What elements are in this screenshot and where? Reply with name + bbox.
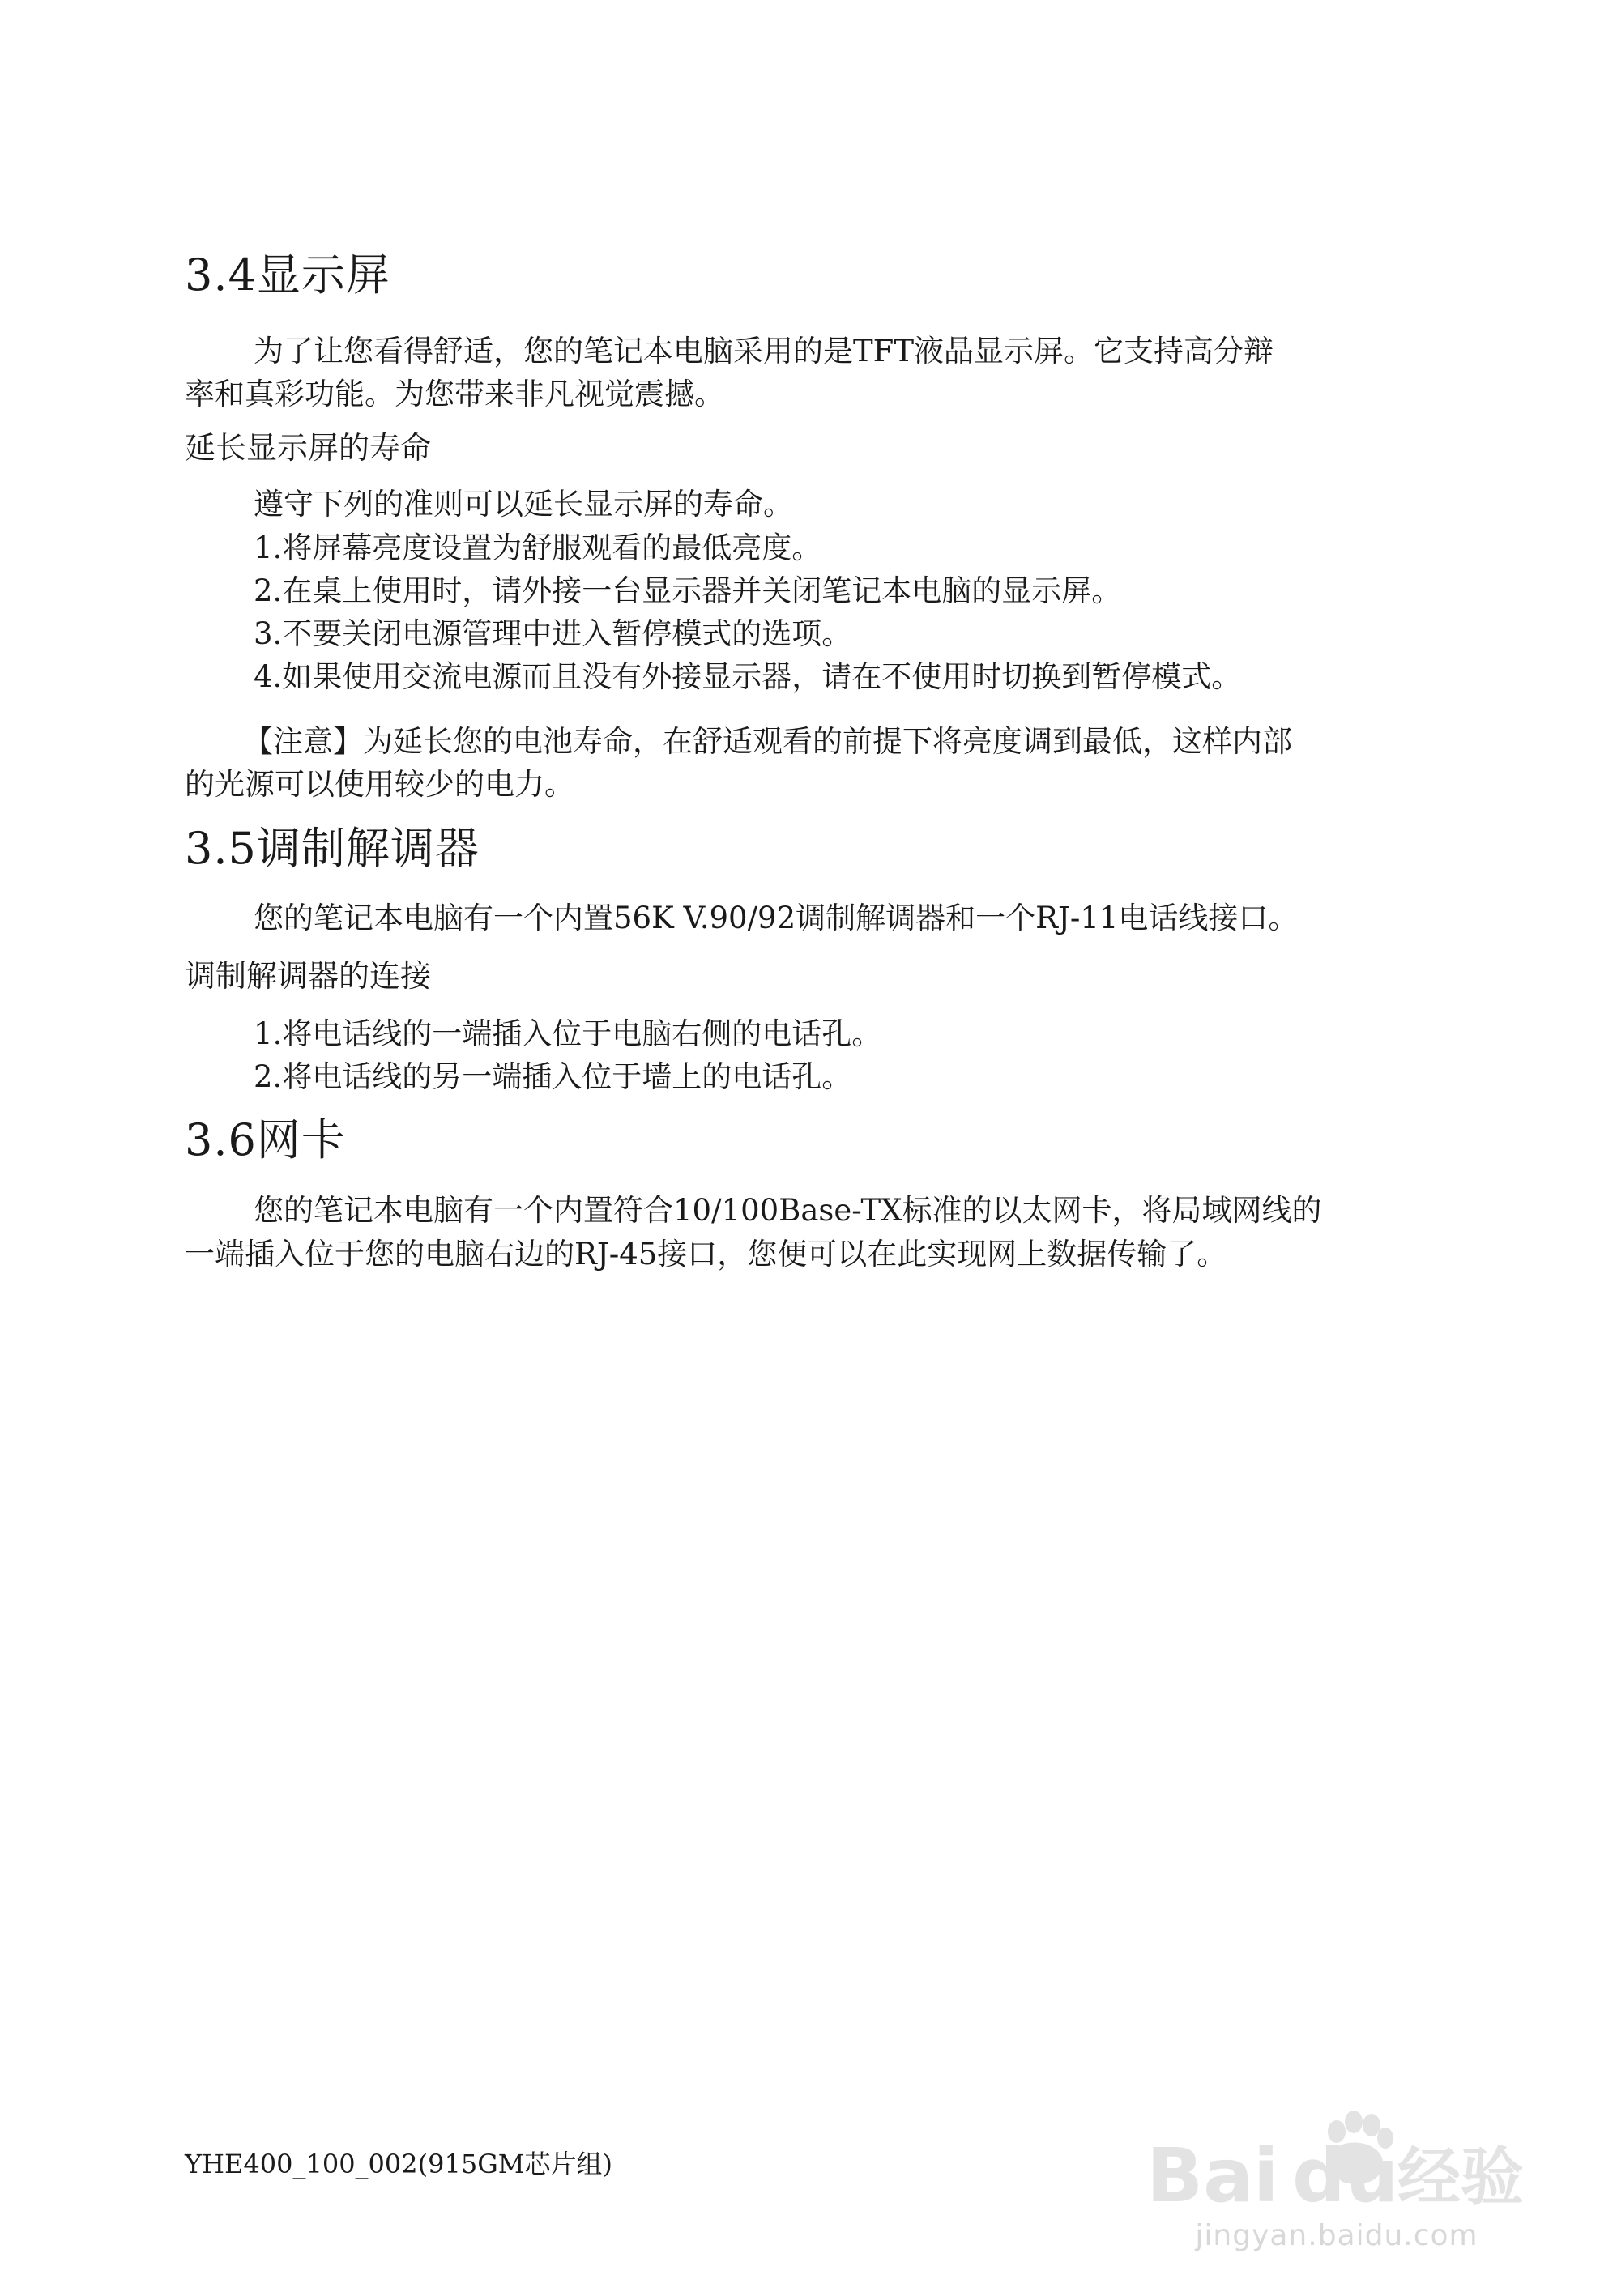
watermark-site: jingyan.baidu.com	[1195, 2219, 1478, 2252]
section-3-4-note-line2: 的光源可以使用较少的电力。	[185, 767, 574, 802]
list-item: 4.如果使用交流电源而且没有外接显示器，请在不使用时切换到暂停模式。	[254, 659, 1242, 694]
svg-text:经验: 经验	[1397, 2141, 1525, 2214]
baidu-jingyan-watermark	[1146, 2098, 1527, 2276]
list-item: 3.不要关闭电源管理中进入暂停模式的选项。	[254, 616, 852, 651]
section-3-5-intro: 您的笔记本电脑有一个内置56K V.90/92调制解调器和一个RJ-11电话线接口。	[254, 901, 1299, 935]
svg-text:Ba: Ba	[1146, 2132, 1254, 2219]
list-item: 1.将电话线的一端插入位于电脑右侧的电话孔。	[254, 1016, 882, 1051]
section-3-4-intro-line2: 率和真彩功能。为您带来非凡视觉震撼。	[185, 377, 724, 411]
footer-model: YHE400_100_002(915GM芯片组)	[185, 2149, 613, 2179]
list-item: 2.在桌上使用时，请外接一台显示器并关闭笔记本电脑的显示屏。	[254, 573, 1122, 608]
list-item: 2.将电话线的另一端插入位于墙上的电话孔。	[254, 1059, 852, 1094]
section-3-6-line1: 您的笔记本电脑有一个内置符合10/100Base-TX标准的以太网卡，将局域网线的	[254, 1193, 1322, 1228]
section-3-6-line2: 一端插入位于您的电脑右边的RJ-45接口，您便可以在此实现网上数据传输了。	[185, 1237, 1227, 1272]
section-3-4-title: 3.4显示屏	[185, 249, 390, 300]
baidu-paw-logo-icon	[1146, 2098, 1527, 2219]
section-3-4-subtitle: 延长显示屏的寿命	[185, 430, 432, 466]
svg-text:i: i	[1253, 2132, 1279, 2219]
section-3-4-lead: 遵守下列的准则可以延长显示屏的寿命。	[254, 487, 793, 522]
section-3-4-note-line1: 【注意】为延长您的电池寿命，在舒适观看的前提下将亮度调到最低，这样内部	[243, 724, 1292, 759]
section-3-5-subtitle: 调制解调器的连接	[185, 958, 432, 994]
svg-text:du: du	[1292, 2132, 1399, 2219]
list-item: 1.将屏幕亮度设置为舒服观看的最低亮度。	[254, 530, 822, 565]
section-3-5-title: 3.5调制解调器	[185, 823, 480, 874]
section-3-4-intro-line1: 为了让您看得舒适，您的笔记本电脑采用的是TFT液晶显示屏。它支持高分辩	[254, 334, 1274, 368]
section-3-6-title: 3.6网卡	[185, 1114, 346, 1165]
